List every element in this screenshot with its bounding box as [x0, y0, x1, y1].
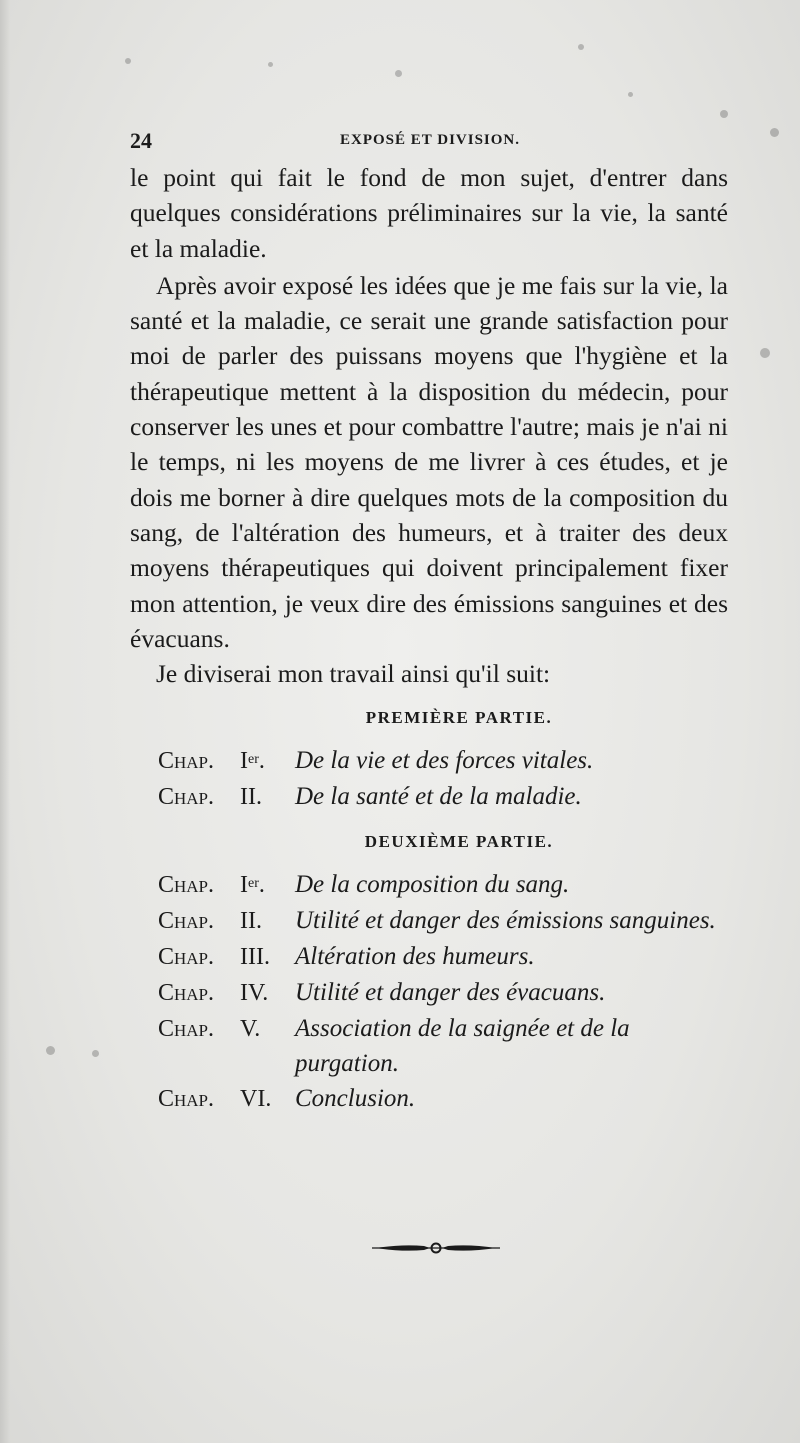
chapter-title: Utilité et danger des émissions sanguines.: [295, 907, 716, 935]
chapter-entry: [130, 743, 728, 779]
chapter-entry: [130, 1081, 728, 1117]
page-edge-shadow: [0, 0, 10, 1443]
chapter-number: III.: [240, 944, 270, 971]
chapter-number: II.: [240, 908, 262, 935]
chapter-entry: [130, 903, 728, 939]
part-title-premiere: PREMIÈRE PARTIE.: [365, 708, 553, 728]
chapter-list-part-1: [130, 743, 728, 815]
foxing-speck: [720, 110, 728, 118]
chapter-title: Utilité et danger des évacuans.: [295, 979, 606, 1007]
foxing-speck: [760, 348, 770, 358]
chapter-title: Altération des humeurs.: [295, 943, 535, 971]
chapter-entry: [130, 1011, 728, 1081]
body-text: [130, 160, 728, 1117]
paragraph-continued: le point qui fait le fond de mon sujet, d'entrer dans quelques considérations préliminaires sur la vie, la santé et la maladie.: [130, 163, 728, 263]
chapter-list-part-2: [130, 867, 728, 1117]
chapter-title: De la santé et de la maladie.: [295, 783, 582, 811]
foxing-speck: [46, 1046, 55, 1055]
page-header: [130, 128, 730, 160]
chapter-label: Chap.: [158, 872, 215, 899]
page-number: 24: [130, 128, 152, 153]
foxing-speck: [578, 44, 584, 50]
chapter-number: Ier.: [240, 748, 265, 775]
chapter-entry: [130, 779, 728, 815]
part-title-deuxieme: DEUXIÈME PARTIE.: [364, 832, 554, 852]
chapter-number: V.: [240, 1016, 261, 1043]
chapter-label: Chap.: [158, 944, 215, 971]
chapter-label: Chap.: [158, 1016, 215, 1043]
chapter-number: Ier.: [240, 872, 265, 899]
foxing-speck: [125, 58, 131, 64]
paragraph-main: Après avoir exposé les idées que je me fais sur la vie, la santé et la maladie, ce serait une grande satisfaction pour moi de parler des puissans moyens que l'hygiène et la thérapeutique mettent à la disposition du médecin, pour conserver les unes et pour combattre l'autre; mais je n'ai ni le temps, ni les moyens de me livrer à ces études, et je dois me borner à dire quelques mots de la composition du sang, de l'altération des humeurs, et à traiter des deux moyens thérapeutiques qui doivent principalement fixer mon attention, je veux dire des émissions sanguines et des évacuans.: [130, 270, 728, 653]
foxing-speck: [628, 92, 633, 97]
chapter-label: Chap.: [158, 1086, 215, 1113]
foxing-speck: [770, 128, 779, 137]
chapter-label: Chap.: [158, 908, 215, 935]
chapter-entry: [130, 975, 728, 1011]
fleuron-divider-icon: [372, 1238, 500, 1258]
chapter-entry: [130, 939, 728, 975]
chapter-number: IV.: [240, 980, 269, 1007]
paragraph-division-intro: Je diviserai mon travail ainsi qu'il suit:: [156, 659, 551, 689]
chapter-title: De la composition du sang.: [295, 871, 570, 899]
chapter-title: Association de la saignée et de la purgation.: [295, 1015, 630, 1078]
running-title: EXPOSÉ ET DIVISION.: [339, 132, 521, 148]
chapter-label: Chap.: [158, 748, 215, 775]
chapter-number: II.: [240, 784, 262, 811]
chapter-label: Chap.: [158, 784, 215, 811]
chapter-title: Conclusion.: [295, 1085, 416, 1113]
foxing-speck: [395, 70, 402, 77]
chapter-number: VI.: [240, 1086, 272, 1113]
chapter-entry: [130, 867, 728, 903]
foxing-speck: [268, 62, 273, 67]
chapter-title: De la vie et des forces vitales.: [295, 747, 594, 775]
foxing-speck: [92, 1050, 99, 1057]
chapter-label: Chap.: [158, 980, 215, 1007]
